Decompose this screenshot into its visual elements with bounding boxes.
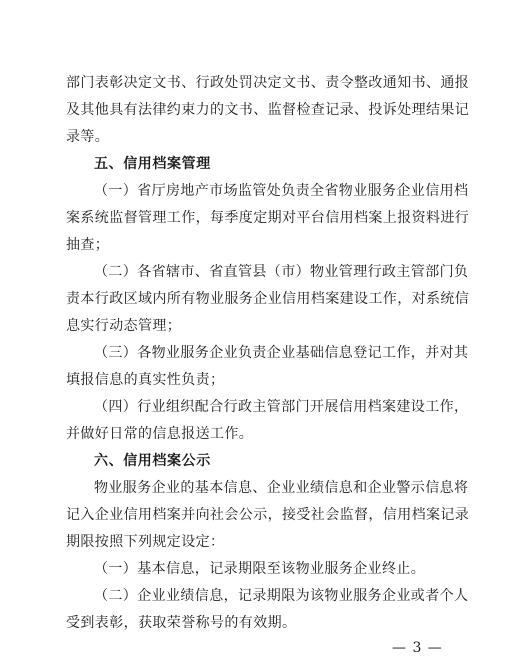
body-line: 抽查； (66, 237, 110, 253)
section-heading-credit-file-management: 五、信用档案管理 (94, 156, 211, 172)
section-heading-credit-file-publicity: 六、信用档案公示 (94, 453, 211, 469)
body-line: 息实行动态管理； (66, 318, 182, 334)
body-line: 期限按照下列规定设定： (66, 534, 225, 550)
body-line: 及其他具有法律约束力的文书、监督检查记录、投诉处理结果记 (66, 102, 470, 118)
body-line: 案系统监督管理工作，每季度定期对平台信用档案上报资料进行 (66, 210, 470, 226)
body-line: 并做好日常的信息报送工作。 (66, 426, 254, 442)
body-line: （一）基本信息，记录期限至该物业服务企业终止。 (94, 561, 426, 577)
body-line: （四）行业组织配合行政主管部门开展信用档案建设工作， (94, 399, 469, 415)
body-line: （一）省厅房地产市场监管处负责全省物业服务企业信用档 (94, 183, 469, 199)
body-line: 物业服务企业的基本信息、企业业绩信息和企业警示信息将 (94, 480, 469, 496)
body-line: （二）企业业绩信息，记录期限为该物业服务企业或者个人 (94, 588, 469, 604)
document-body (66, 70, 482, 637)
body-line: 部门表彰决定文书、行政处罚决定文书、责令整改通知书、通报 (66, 75, 470, 91)
page-number: — 3 — (392, 640, 443, 656)
body-line: 责本行政区域内所有物业服务企业信用档案建设工作，对系统信 (66, 291, 470, 307)
body-line: 填报信息的真实性负责； (66, 372, 225, 388)
body-line: 受到表彰，获取荣誉称号的有效期。 (66, 615, 297, 631)
body-line: （二）各省辖市、省直管县（市）物业管理行政主管部门负 (94, 264, 469, 280)
body-line: 记入企业信用档案并向社会公示，接受社会监督，信用档案记录 (66, 507, 470, 523)
body-line: （三）各物业服务企业负责企业基础信息登记工作，并对其 (94, 345, 469, 361)
body-line: 录等。 (66, 129, 110, 145)
